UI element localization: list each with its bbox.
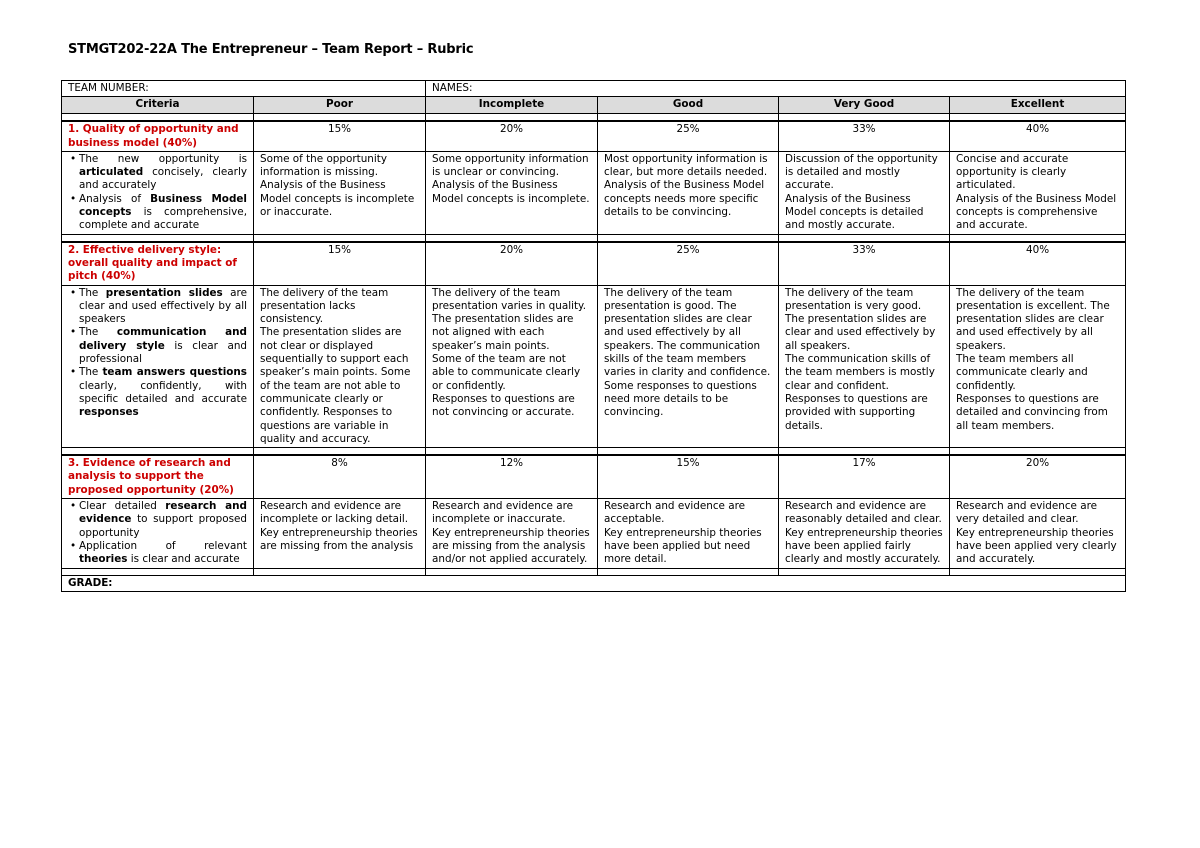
bullet-text: team answers questions [102, 366, 247, 379]
score-percent: 17% [779, 455, 950, 498]
description-line: Research and evidence are acceptable. [604, 500, 746, 526]
description-line: Responses to questions are provided with supporting details. [785, 392, 928, 432]
description-line: Analysis of the Business Model concepts is incomplete. [432, 179, 590, 205]
score-percent: 20% [426, 242, 598, 285]
level-description [950, 151, 1126, 234]
bullet-text: Clear detailed [79, 500, 166, 513]
description-line: Research and evidence are incomplete or lacking detail. [260, 500, 409, 526]
criterion-1-description-row [62, 151, 1126, 234]
bullet-text: presentation slides [105, 286, 223, 299]
description-line: Research and evidence are reasonably detailed and clear. [785, 500, 942, 526]
score-percent: 33% [779, 121, 950, 151]
spacer-cell [426, 568, 598, 575]
description-line: Some opportunity information is unclear or convincing. [432, 152, 589, 179]
bullet-text: theories [79, 553, 128, 566]
bullet-text: Application of relevant [79, 539, 247, 552]
level-description [598, 151, 779, 234]
score-percent: 15% [254, 121, 426, 151]
level-description [779, 499, 950, 568]
spacer-cell [62, 568, 254, 575]
description-line: Analysis of the Business Model concepts is comprehensive and accurate. [956, 192, 1117, 232]
description-line: Research and evidence are very detailed and clear. [956, 500, 1098, 526]
bullet-text: concisely, clearly and accurately [79, 166, 247, 192]
description-line: Analysis of the Business Model concepts is detailed and mostly accurate. [785, 192, 924, 232]
description-line: The delivery of the team presentation is good. The presentation slides are clear and used effectively by all speakers. The communication skills of the team members varies in clarity and confidence. [604, 286, 771, 379]
score-percent: 33% [779, 242, 950, 285]
spacer-cell [779, 234, 950, 242]
level-description [950, 285, 1126, 448]
criterion-3-description-row [62, 499, 1126, 568]
spacer-cell [598, 568, 779, 575]
description-line: The delivery of the team presentation is excellent. The presentation slides are clear and used effectively by all speakers. [956, 286, 1110, 352]
level-description [426, 285, 598, 448]
level-description [779, 151, 950, 234]
description-line: Discussion of the opportunity is detailed and mostly accurate. [785, 152, 938, 192]
score-percent: 15% [254, 242, 426, 285]
level-description [254, 285, 426, 448]
criterion-1-score-row [62, 121, 1126, 151]
column-header-incomplete: Incomplete [426, 97, 598, 114]
spacer-cell [426, 234, 598, 242]
level-description [950, 499, 1126, 568]
bullet-item [79, 153, 247, 193]
bullet-text: research and evidence [79, 500, 247, 526]
spacer-cell [598, 234, 779, 242]
grade-label: GRADE: [62, 575, 1126, 591]
spacer-cell [779, 568, 950, 575]
spacer-cell [254, 448, 426, 456]
criterion-bullet-list [68, 153, 247, 233]
rubric-table [61, 80, 1126, 592]
bullet-text: Business Model concepts [79, 192, 247, 219]
spacer-cell [254, 568, 426, 575]
spacer-row [62, 448, 1126, 456]
bullet-item [79, 193, 247, 233]
bullet-item [79, 500, 247, 540]
score-percent: 20% [426, 121, 598, 151]
column-header-excellent: Excellent [950, 97, 1126, 114]
score-percent: 25% [598, 121, 779, 151]
spacer-cell [62, 448, 254, 456]
bullet-text: is clear and accurate [127, 553, 240, 566]
criterion-bullet-list [68, 287, 247, 420]
column-header-criteria: Criteria [62, 97, 254, 114]
description-line: Analysis of the Business Model concepts needs more specific details to be convincing. [604, 179, 765, 219]
description-line: Most opportunity information is clear, but more details needed. [604, 152, 768, 179]
spacer-cell [950, 114, 1126, 122]
names-label: NAMES: [426, 81, 1126, 97]
bullet-text: The new opportunity is [79, 152, 247, 165]
bullet-text: responses [79, 406, 139, 419]
criterion-3-score-row [62, 455, 1126, 498]
bullet-text: The [79, 326, 117, 339]
description-line: Key entrepreneurship theories are missing from the analysis and/or not applied accurately. [432, 526, 590, 566]
description-line: Key entrepreneurship theories have been applied fairly clearly and mostly accurately. [785, 526, 943, 566]
spacer-cell [950, 234, 1126, 242]
spacer-cell [254, 114, 426, 122]
description-line: Research and evidence are incomplete or inaccurate. [432, 500, 574, 526]
criterion-bullet-list [68, 500, 247, 566]
spacer-cell [779, 448, 950, 456]
description-line: Some of the opportunity information is missing. [260, 152, 387, 179]
criterion-bullets [62, 499, 254, 568]
spacer-cell [779, 114, 950, 122]
score-percent: 8% [254, 455, 426, 498]
score-percent: 15% [598, 455, 779, 498]
spacer-cell [62, 234, 254, 242]
column-header-very-good: Very Good [779, 97, 950, 114]
spacer-cell [426, 448, 598, 456]
description-line: Key entrepreneurship theories are missing from the analysis [260, 526, 418, 552]
description-line: The delivery of the team presentation lacks consistency. [260, 286, 389, 326]
team-number-label: TEAM NUMBER: [62, 81, 426, 97]
description-line: Some of the team are not able to communicate clearly or confidently. [432, 353, 581, 392]
bullet-item [79, 366, 247, 419]
score-percent: 12% [426, 455, 598, 498]
bullet-text: are clear and used effectively by all speakers [79, 286, 247, 326]
criterion-bullets [62, 285, 254, 448]
spacer-cell [950, 568, 1126, 575]
team-header-row [62, 81, 1126, 97]
level-description [598, 499, 779, 568]
description-line: The delivery of the team presentation is very good. The presentation slides are clear and used effectively by all speakers. [785, 286, 936, 352]
spacer-row [62, 114, 1126, 122]
spacer-row [62, 234, 1126, 242]
criterion-bullets [62, 151, 254, 234]
description-line: Analysis of the Business Model concepts is incomplete or inaccurate. [260, 179, 415, 219]
spacer-row [62, 568, 1126, 575]
bullet-text: The [79, 286, 106, 299]
bullet-text: communication and delivery style [79, 326, 247, 352]
bullet-item [79, 326, 247, 366]
document-title: STMGT202-22A The Entrepreneur – Team Report – Rubric [68, 42, 474, 57]
bullet-text: articulated [79, 166, 144, 179]
bullet-text: clearly, confidently, with specific detailed and accurate [79, 379, 247, 405]
level-description [254, 499, 426, 568]
criterion-heading: 1. Quality of opportunity and business model (40%) [62, 121, 254, 151]
description-line: Responses to questions are not convincing or accurate. [432, 392, 575, 419]
column-header-row [62, 97, 1126, 114]
bullet-item [79, 540, 247, 567]
column-header-good: Good [598, 97, 779, 114]
criterion-heading: 3. Evidence of research and analysis to support the proposed opportunity (20%) [62, 455, 254, 498]
spacer-cell [254, 234, 426, 242]
bullet-text: Analysis of [79, 192, 151, 205]
description-line: Concise and accurate opportunity is clearly articulated. [956, 152, 1069, 192]
spacer-cell [598, 114, 779, 122]
description-line: The delivery of the team presentation varies in quality. The presentation slides are not aligned with each speaker’s main points. [432, 286, 587, 352]
level-description [598, 285, 779, 448]
criterion-heading: 2. Effective delivery style: overall quality and impact of pitch (40%) [62, 242, 254, 285]
description-line: Key entrepreneurship theories have been applied but need more detail. [604, 526, 762, 566]
criterion-2-description-row [62, 285, 1126, 448]
bullet-text: to support proposed opportunity [79, 513, 247, 539]
score-percent: 25% [598, 242, 779, 285]
bullet-text: The [79, 366, 103, 379]
criterion-2-score-row [62, 242, 1126, 285]
score-percent: 40% [950, 121, 1126, 151]
description-line: The presentation slides are not clear or displayed sequentially to support each speaker’s main points. Some of the team are not able to communicate clearly or confidently. Responses to questions are variable in quality and accuracy. [260, 326, 411, 445]
description-line: The communication skills of the team members is mostly clear and confident. [785, 353, 935, 392]
level-description [254, 151, 426, 234]
bullet-item [79, 287, 247, 327]
spacer-cell [598, 448, 779, 456]
description-line: Key entrepreneurship theories have been applied very clearly and accurately. [956, 526, 1117, 566]
grade-row [62, 575, 1126, 591]
column-header-poor: Poor [254, 97, 426, 114]
spacer-cell [950, 448, 1126, 456]
score-percent: 20% [950, 455, 1126, 498]
level-description [426, 151, 598, 234]
bullet-text: is clear and professional [79, 339, 247, 366]
level-description [779, 285, 950, 448]
description-line: Responses to questions are detailed and convincing from all team members. [956, 392, 1108, 432]
bullet-text: is comprehensive, complete and accurate [79, 206, 247, 232]
spacer-cell [426, 114, 598, 122]
description-line: The team members all communicate clearly and confidently. [956, 353, 1088, 392]
score-percent: 40% [950, 242, 1126, 285]
description-line: Some responses to questions need more details to be convincing. [604, 379, 757, 419]
spacer-cell [62, 114, 254, 122]
level-description [426, 499, 598, 568]
